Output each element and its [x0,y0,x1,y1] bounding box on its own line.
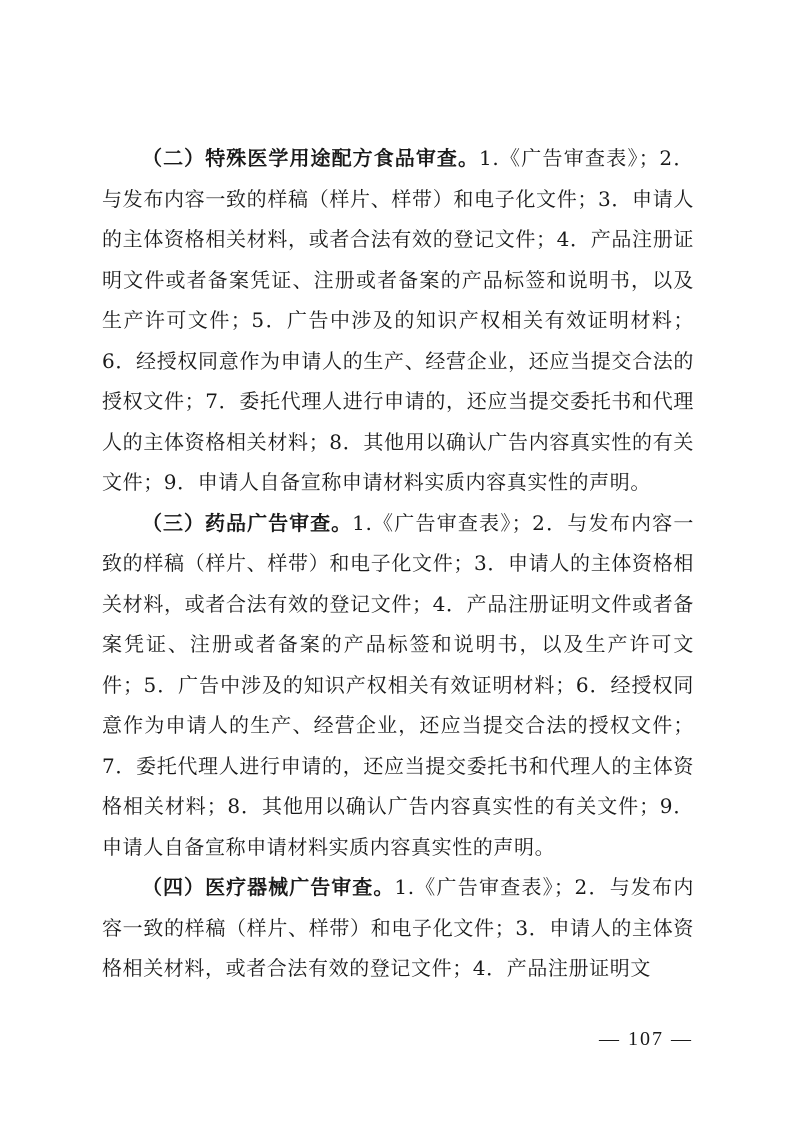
section-heading: （二）特殊医学用途配方食品审查。 [142,146,480,170]
section-drug-advertising [102,503,694,868]
section-body: 1.《广告审查表》；2．与发布内容一致的样稿（样片、样带）和电子化文件；3．申请人的主体资格相关材料，或者合法有效的登记文件；4．产品注册证明文 [102,875,694,980]
page-number: — 107 — [599,1028,693,1050]
document-page [102,138,694,989]
section-body: 1.《广告审查表》；2．与发布内容一致的样稿（样片、样带）和电子化文件；3．申请人的主体资格相关材料，或者合法有效的登记文件；4．产品注册证明文件或者备案凭证、注册或者备案的产品标签和说明书，以及生产许可文件；5．广告中涉及的知识产权相关有效证明材料；6．经授权同意作为申请人的生产、经营企业，还应当提交合法的授权文件；7．委托代理人进行申请的，还应当提交委托书和代理人的主体资格相关材料；8．其他用以确认广告内容真实性的有关文件；9．申请人自备宣称申请材料实质内容真实性的声明。 [102,146,694,494]
section-heading: （四）医疗器械广告审查。 [142,875,395,899]
section-special-medical-food [102,138,694,503]
section-heading: （三）药品广告审查。 [142,510,353,535]
section-body: 1.《广告审查表》；2．与发布内容一致的样稿（样片、样带）和电子化文件；3．申请人的主体资格相关材料，或者合法有效的登记文件；4．产品注册证明文件或者备案凭证、注册或者备案的产品标签和说明书，以及生产许可文件；5．广告中涉及的知识产权相关有效证明材料；6．经授权同意作为申请人的生产、经营企业，还应当提交合法的授权文件；7．委托代理人进行申请的，还应当提交委托书和代理人的主体资格相关材料；8．其他用以确认广告内容真实性的有关文件；9．申请人自备宣称申请材料实质内容真实性的声明。 [102,510,694,859]
section-medical-device-advertising [102,867,694,989]
